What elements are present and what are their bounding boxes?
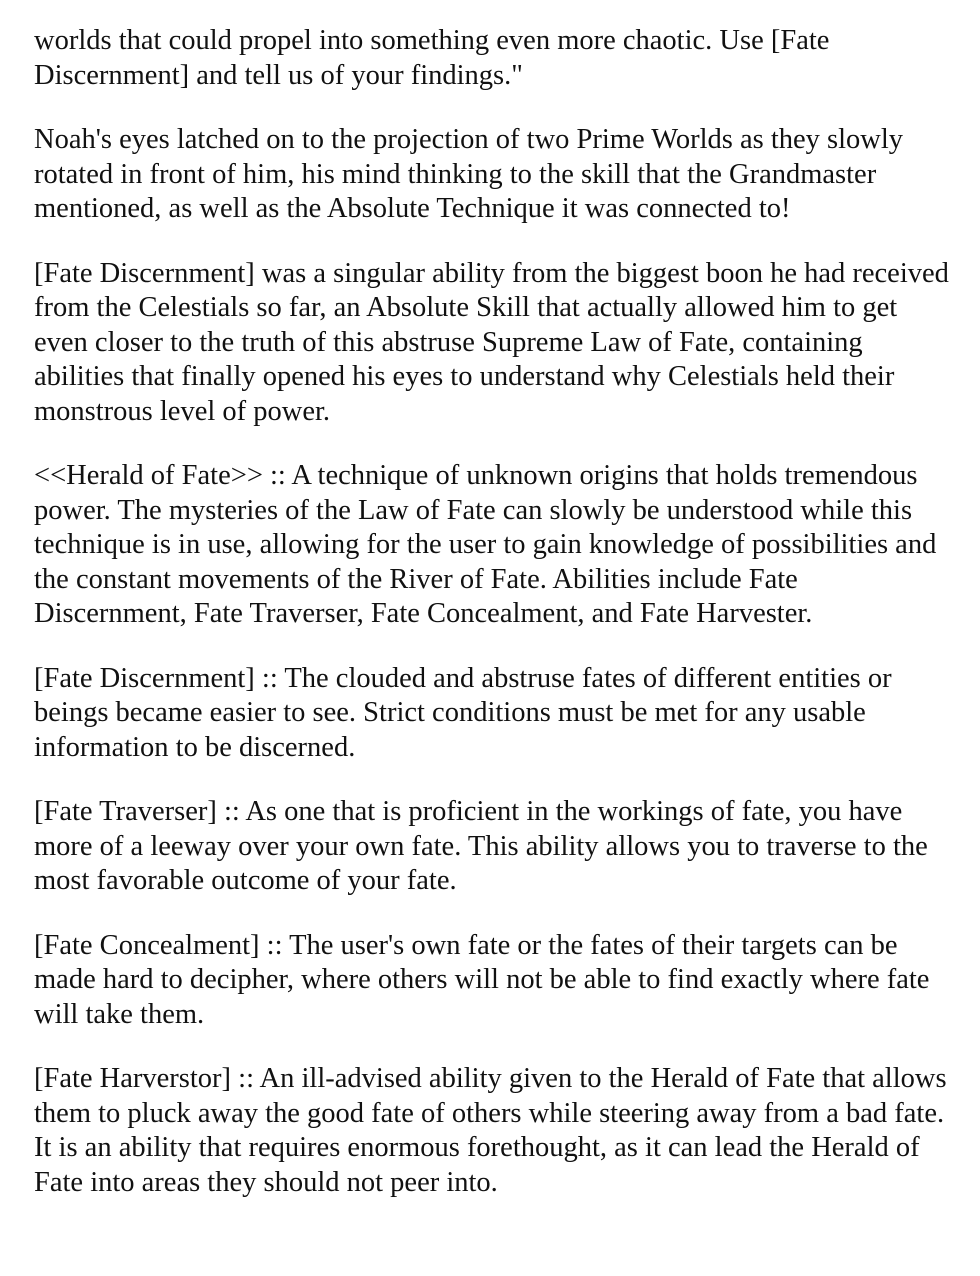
paragraph-fate-discernment-ability: [Fate Discernment] :: The clouded and abstruse fates of different entities or beings became easier to see. Strict conditions must be met for any usable information to be discerned. [34, 662, 892, 763]
paragraph-fate-traverser-ability: [Fate Traverser] :: As one that is proficient in the workings of fate, you have more of a leeway over your own fate. This ability allows you to traverse to the most favorable outcome of your fate. [34, 796, 928, 896]
paragraph-fate-discernment-description: [Fate Discernment] was a singular ability from the biggest boon he had received from the Celestials so far, an Absolute Skill that actually allowed him to get even closer to the truth of this abstruse Supreme Law of Fate, containing abilities that finally opened his eyes to understand why Celestials held their monstrous level of power. [34, 257, 949, 427]
document-body [34, 24, 952, 1200]
paragraph-fate-harvestor-ability: [Fate Harverstor] :: An ill-advised ability given to the Herald of Fate that allows them to pluck away the good fate of others while steering away from a bad fate. It is an ability that requires enormous forethought, as it can lead the Herald of Fate into areas they should not peer into. [34, 1063, 947, 1198]
paragraph-continuation: worlds that could propel into something even more chaotic. Use [Fate Discernment] and tell us of your findings." [34, 25, 830, 91]
paragraph-noah-eyes: Noah's eyes latched on to the projection of two Prime Worlds as they slowly rotated in front of him, his mind thinking to the skill that the Grandmaster mentioned, as well as the Absolute Technique it was connected to! [34, 124, 904, 224]
paragraph-herald-of-fate: <<Herald of Fate>> :: A technique of unknown origins that holds tremendous power. The mysteries of the Law of Fate can slowly be understood while this technique is in use, allowing for the user to gain knowledge of possibilities and the constant movements of the River of Fate. Abilities include Fate Discernment, Fate Traverser, Fate Concealment, and Fate Harvester. [34, 460, 937, 629]
paragraph-fate-concealment-ability: [Fate Concealment] :: The user's own fate or the fates of their targets can be made hard to decipher, where others will not be able to find exactly where fate will take them. [34, 929, 930, 1030]
